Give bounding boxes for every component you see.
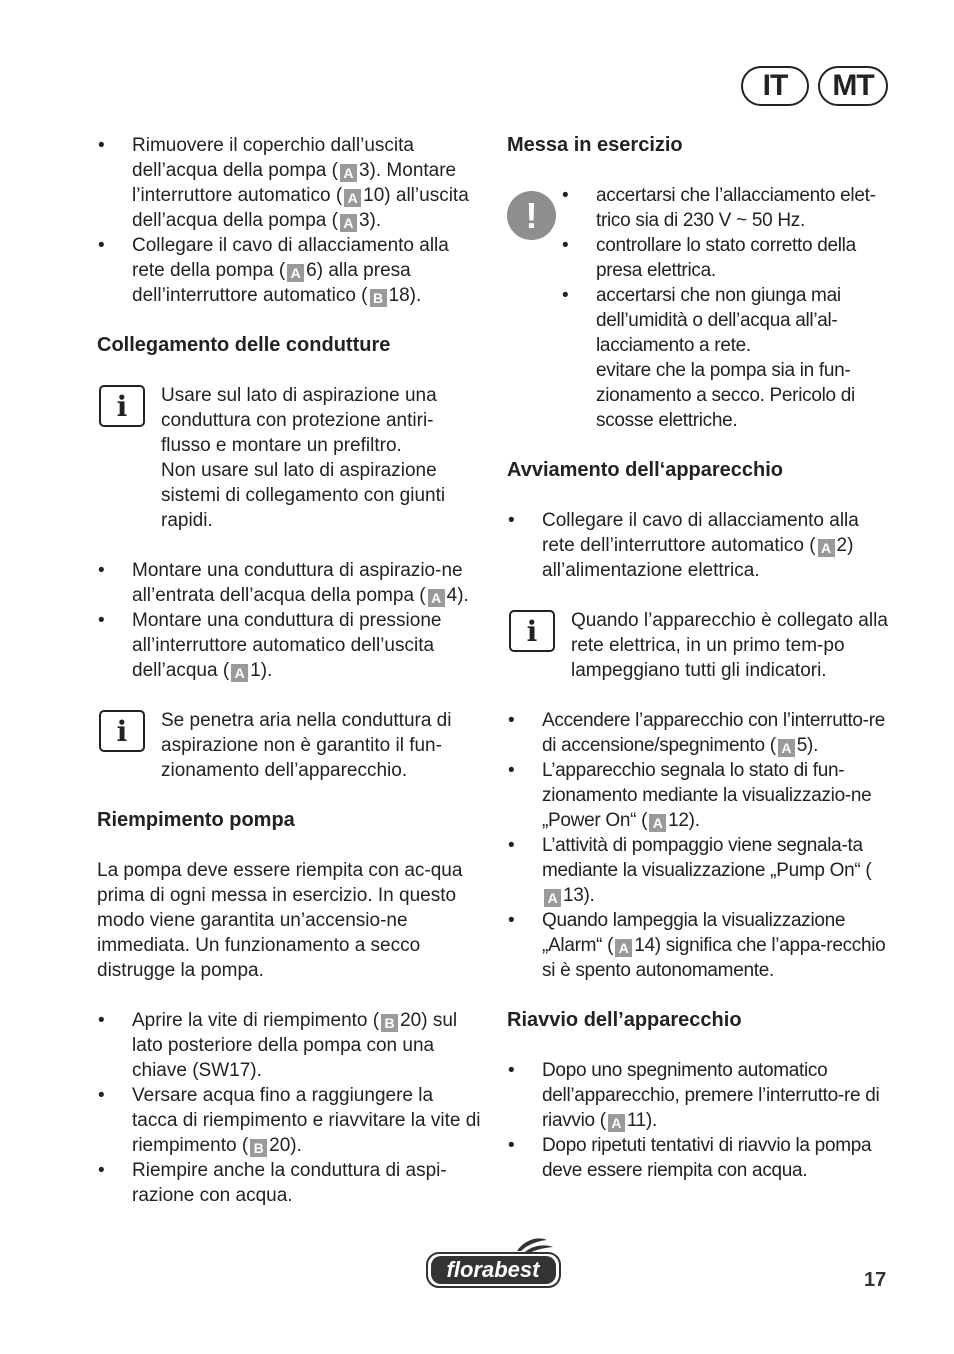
note-text: Non usare sul lato di aspirazione sistemi di collegamento con giunti rapidi. [161,460,446,531]
language-badge-it: IT [741,66,809,106]
section-heading-messa: Messa in esercizio [507,134,683,156]
section-heading-riavvio: Riavvio dell’apparecchio [507,1009,742,1031]
figure-ref-badge: A [649,814,666,832]
right-column [507,133,892,1183]
warning-block [507,183,892,433]
note-text: Se penetra aria nella conduttura di aspirazione non è garantito il fun-zionamento dell’apparecchio. [161,710,452,781]
list-item: • Rimuovere il coperchio dall’uscita dell’acqua della pompa ( A 3). Montare l’interruttore automatico ( A 10) all’uscita dell’acqua della pompa ( A 3). [97,133,482,233]
note-text: Quando l’apparecchio è collegato alla rete elettrica, in un primo tem-po lampeggiano tutti gli indicatori. [571,610,888,681]
section-heading-riempimento: Riempimento pompa [97,809,295,831]
restart-list [507,1058,892,1183]
start-list [507,508,892,583]
list-item: • Collegare il cavo di allacciamento alla rete della pompa ( A 6) alla presa dell’interruttore automatico ( B 18). [97,233,482,308]
list-item: • Versare acqua fino a raggiungere la tacca di riempimento e riavvitare la vite di riempimento ( B 20). [97,1083,482,1158]
florabest-logo [425,1237,562,1289]
list-item: • Dopo uno spegnimento automatico dell’apparecchio, premere l’interrutto-re di riavvio ( A 11). [507,1058,892,1133]
figure-ref-badge: A [340,164,357,182]
info-note [97,708,482,783]
info-icon: i [509,610,555,652]
info-note [97,383,482,533]
figure-ref-badge: A [287,264,304,282]
section-heading-collegamento: Collegamento delle condutture [97,334,391,356]
info-icon: i [99,385,145,427]
list-item: • L’apparecchio segnala lo stato di fun-zionamento mediante la visualizzazio-ne „Power On“ ( A 12). [507,758,892,833]
figure-ref-badge: B [370,289,387,307]
list-item: • Accendere l’apparecchio con l’interrutto-re di accensione/spegnimento ( A 5). [507,708,892,758]
list-item: • Dopo ripetuti tentativi di riavvio la pompa deve essere riempita con acqua. [507,1133,892,1183]
mount-list [97,558,482,683]
figure-ref-badge: B [250,1139,267,1157]
list-item: • Quando lampeggia la visualizzazione „Alarm“ ( A 14) significa che l’appa-recchio si è spento autonomamente. [507,908,892,983]
list-item: • Montare una conduttura di pressione all’interruttore automatico dell’uscita dell’acqua ( A 1). [97,608,482,683]
list-item: • L’attività di pompaggio viene segnala-ta mediante la visualizzazione „Pump On“ (A 13). [507,833,892,908]
figure-ref-badge: A [340,214,357,232]
fill-paragraph: La pompa deve essere riempita con ac-qua prima di ogni messa in esercizio. In questo modo viene garantita un’accensio-ne immediata. Un funzionamento a secco distrugge la pompa. [97,860,463,981]
figure-ref-badge: A [778,739,795,757]
figure-ref-badge: A [231,664,248,682]
figure-ref-badge: A [344,189,361,207]
figure-ref-badge: A [818,539,835,557]
info-icon: i [99,710,145,752]
figure-ref-badge: A [544,889,561,907]
power-on-list [507,708,892,983]
note-text: Usare sul lato di aspirazione una conduttura con protezione antiri-flusso e montare un prefiltro. [161,385,437,456]
list-item: • Aprire la vite di riempimento ( B 20) sul lato posteriore della pompa con una chiave (SW17). [97,1008,482,1083]
exclamation-icon: ! [507,191,556,240]
info-note [507,608,892,683]
list-item: • Montare una conduttura di aspirazio-ne all’entrata dell’acqua della pompa ( A 4). [97,558,482,608]
figure-ref-badge: A [608,1114,625,1132]
figure-ref-badge: A [428,589,445,607]
figure-ref-badge: B [381,1014,398,1032]
figure-ref-badge: A [615,939,632,957]
list-item: • accertarsi che l’allacciamento elet-trico sia di 230 V ~ 50 Hz. [561,183,892,233]
language-badge-mt: MT [818,66,888,106]
fill-list [97,1008,482,1208]
logo-text: florabest [446,1257,540,1282]
warning-list [561,183,892,358]
intro-list [97,133,482,308]
warning-extra-text: evitare che la pompa sia in fun-zionamento a secco. Pericolo di scosse elettriche. [596,360,855,431]
left-column [97,133,482,1208]
list-item: • Collegare il cavo di allacciamento alla rete dell’interruttore automatico ( A 2) all’alimentazione elettrica. [507,508,892,583]
list-item: • controllare lo stato corretto della presa elettrica. [561,233,892,283]
list-item: • Riempire anche la conduttura di aspi-razione con acqua. [97,1158,482,1208]
page-number: 17 [864,1269,887,1291]
section-heading-avviamento: Avviamento dell‘apparecchio [507,459,784,481]
list-item: • accertarsi che non giunga mai dell’umidità o dell’acqua all’al-lacciamento a rete. [561,283,892,358]
